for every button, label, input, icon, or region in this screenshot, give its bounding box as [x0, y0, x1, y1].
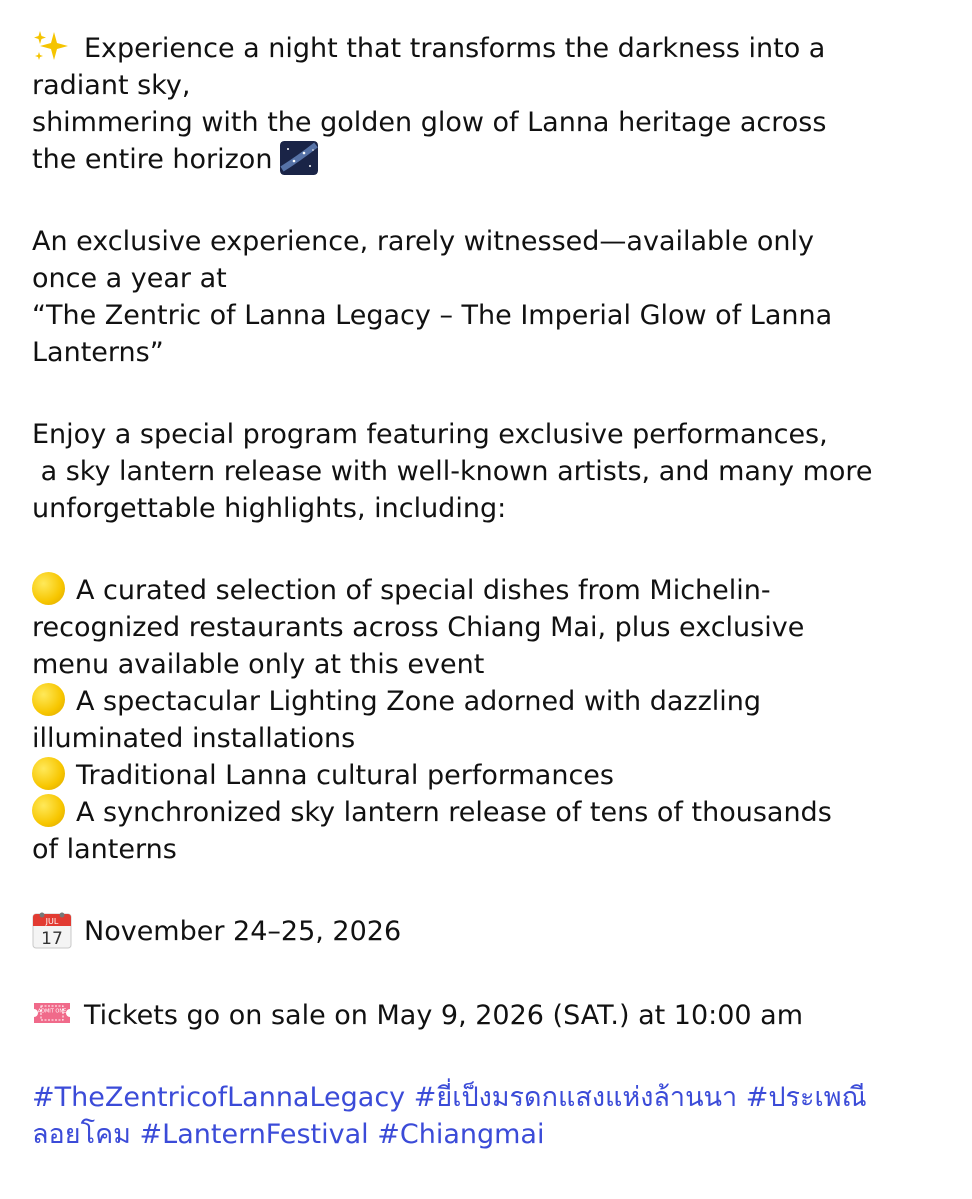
highlight-1-line-2: recognized restaurants across Chiang Mai, plus exclusive [32, 612, 805, 643]
ticket-sale [32, 997, 940, 1034]
hashtag-lantern-festival[interactable]: #LanternFestival [139, 1118, 369, 1150]
intro-text-4: the entire horizon [32, 144, 273, 175]
hashtags-line-2 [32, 1116, 940, 1153]
hashtag-tradition-thai[interactable]: #ประเพณี [745, 1081, 867, 1113]
highlight-1-text: A curated selection of special dishes from Michelin- [76, 575, 771, 606]
highlight-4-text: A synchronized sky lantern release of tens of thousands [76, 797, 832, 828]
event-date-text: November 24–25, 2026 [84, 916, 402, 947]
highlight-2-line-1 [32, 683, 940, 720]
hashtag-yi-peng-thai[interactable]: #ยี่เป็งมรดกแสงแห่งล้านนา [413, 1081, 738, 1113]
intro-line-3: shimmering with the golden glow of Lanna heritage across [32, 107, 827, 138]
highlight-3-text: Traditional Lanna cultural performances [76, 760, 614, 791]
yellow-circle-icon [32, 757, 65, 790]
calendar-month: JUL [45, 916, 59, 926]
hashtag-tradition-thai-continued[interactable]: ลอยโคม [32, 1118, 131, 1150]
calendar-day: 17 [41, 928, 63, 949]
highlight-4-line-2: of lanterns [32, 834, 177, 865]
yellow-circle-icon [32, 683, 65, 716]
program-line-2: a sky lantern release with well-known artists, and many more [32, 456, 873, 487]
hashtags-line-1 [32, 1079, 940, 1116]
ticket-sale-text: Tickets go on sale on May 9, 2026 (SAT.) at 10:00 am [84, 999, 804, 1031]
sparkles-icon [32, 30, 72, 64]
program-line-3: unforgettable highlights, including: [32, 493, 507, 524]
exclusive-line-2: once a year at [32, 263, 227, 294]
event-date [32, 913, 940, 952]
intro-line-1 [32, 30, 940, 67]
highlight-3-line-1 [32, 757, 940, 794]
highlight-2-text: A spectacular Lighting Zone adorned with dazzling [76, 686, 761, 717]
yellow-circle-icon [32, 572, 65, 605]
yellow-circle-icon [32, 794, 65, 827]
admission-ticket-icon [32, 999, 72, 1027]
exclusive-line-1: An exclusive experience, rarely witnessed—available only [32, 226, 814, 257]
highlight-4-line-1 [32, 794, 940, 831]
intro-line-4 [32, 141, 940, 178]
hashtag-zentric[interactable]: #TheZentricofLannaLegacy [32, 1081, 406, 1113]
highlight-1-line-3: menu available only at this event [32, 649, 485, 680]
hashtag-chiangmai[interactable]: #Chiangmai [377, 1118, 545, 1150]
calendar-icon [32, 911, 72, 949]
highlight-1-line-1 [32, 572, 940, 609]
ticket-label: ADMIT ONE [37, 1008, 67, 1015]
intro-line-2: radiant sky, [32, 70, 191, 101]
milky-way-icon [280, 141, 318, 175]
intro-text-1: Experience a night that transforms the darkness into a [84, 33, 826, 64]
exclusive-line-4: Lanterns” [32, 337, 164, 368]
highlight-2-line-2: illuminated installations [32, 723, 356, 754]
program-line-1: Enjoy a special program featuring exclusive performances, [32, 419, 828, 450]
exclusive-line-3: “The Zentric of Lanna Legacy – The Imperial Glow of Lanna [32, 300, 833, 331]
